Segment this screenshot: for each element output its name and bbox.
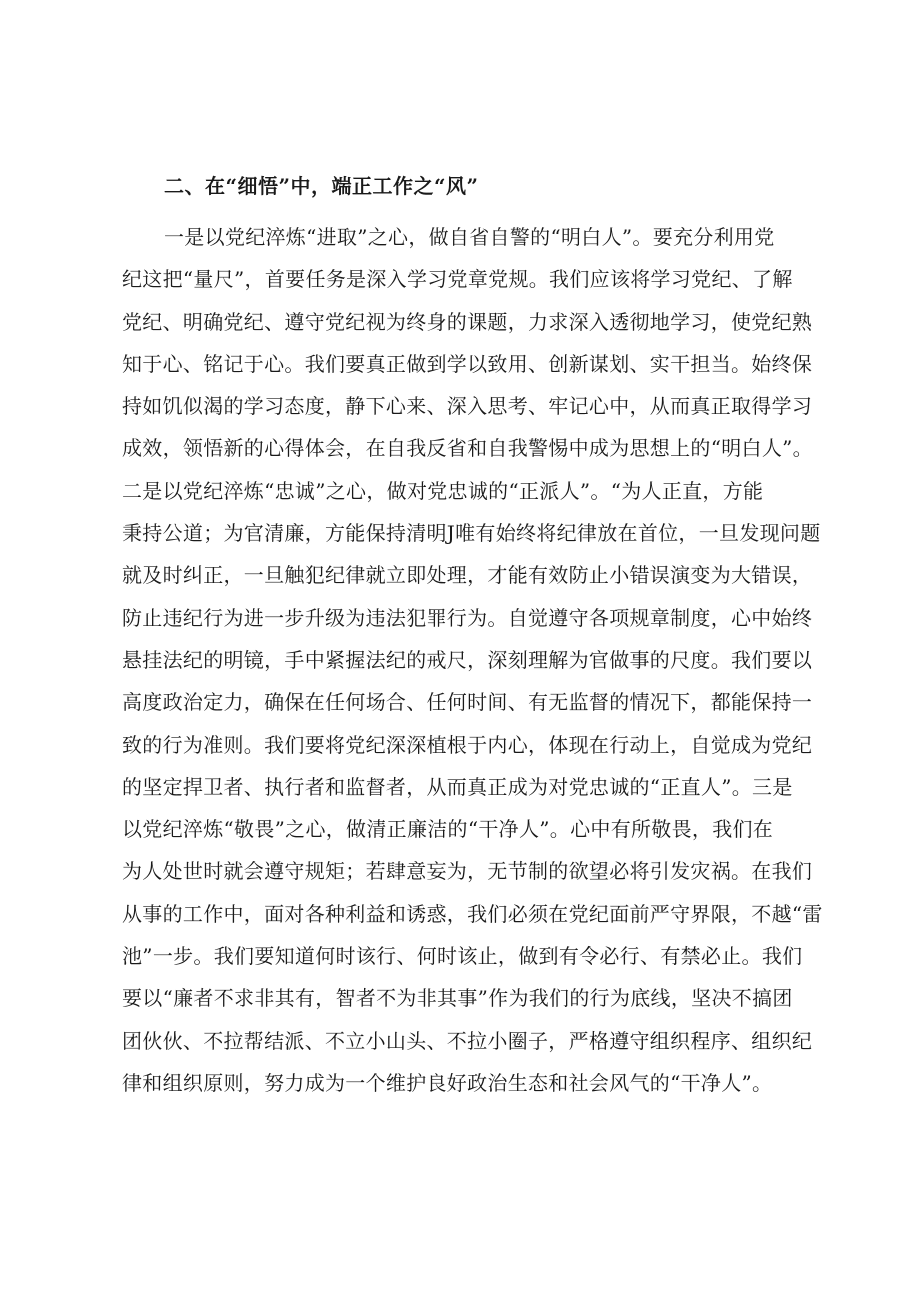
text-line: 防止违纪行为进一步升级为违法犯罪行为。自觉遵守各项规章制度，心中始终 — [122, 605, 813, 630]
text-line: 池”一步。我们要知道何时该行、何时该止，做到有令必行、有禁必止。我们 — [122, 944, 803, 969]
text-line: 高度政治定力，确保在任何场合、任何时间、有无监督的情况下，都能保持一 — [122, 690, 813, 715]
text-line: 要以“廉者不求非其有，智者不为非其事”作为我们的行为底线，坚决不搞团 — [122, 986, 793, 1011]
text-line: 致的行为准则。我们要将党纪深深植根于内心，体现在行动上，自觉成为党纪 — [122, 732, 813, 757]
text-line: 二是以党纪淬炼“忠诚”之心，做对党忠诚的“正派人”。“为人正直，方能 — [122, 478, 764, 503]
text-line: 的坚定捍卫者、执行者和监督者，从而真正成为对党忠诚的“正直人”。三是 — [122, 774, 793, 799]
text-line: 就及时纠正，一旦触犯纪律就立即处理，才能有效防止小错误演变为大错误， — [122, 563, 813, 588]
body-paragraphs — [122, 216, 822, 1104]
text-line: 以党纪淬炼“敬畏”之心，做清正廉洁的“干净人”。心中有所敬畏，我们在 — [122, 817, 774, 842]
text-line: 秉持公道；为官清廉，方能保持清明J唯有始终将纪律放在首位，一旦发现问题 — [122, 521, 821, 546]
section-heading: 二、在“细悟”中，端正工作之“风” — [164, 174, 479, 198]
text-line: 成效，领悟新的心得体会，在自我反省和自我警惕中成为思想上的“明白人”。 — [122, 436, 813, 461]
text-line: 为人处世时就会遵守规矩；若肆意妄为，无节制的欲望必将引发灾祸。在我们 — [122, 859, 813, 884]
text-line: 一是以党纪淬炼“进取”之心，做自省自警的“明白人”。要充分利用党 — [164, 225, 775, 249]
text-line: 从事的工作中，面对各种利益和诱惑，我们必须在党纪面前严守界限，不越“雷 — [122, 901, 823, 926]
text-line: 悬挂法纪的明镜，手中紧握法纪的戒尺，深刻理解为官做事的尺度。我们要以 — [122, 647, 813, 672]
text-line: 纪这把“量尺”，首要任务是深入学习党章党规。我们应该将学习党纪、了解 — [122, 267, 793, 292]
text-line: 持如饥似渴的学习态度，静下心来、深入思考、牢记心中，从而真正取得学习 — [122, 394, 813, 419]
text-line: 团伙伙、不拉帮结派、不立小山头、不拉小圈子，严格遵守组织程序、组织纪 — [122, 1028, 813, 1053]
text-line: 律和组织原则，努力成为一个维护良好政治生态和社会风气的“干净人”。 — [122, 1070, 773, 1095]
text-line: 知于心、铭记于心。我们要真正做到学以致用、创新谋划、实干担当。始终保 — [122, 351, 813, 376]
text-line: 党纪、明确党纪、遵守党纪视为终身的课题，力求深入透彻地学习，使党纪熟 — [122, 309, 813, 334]
